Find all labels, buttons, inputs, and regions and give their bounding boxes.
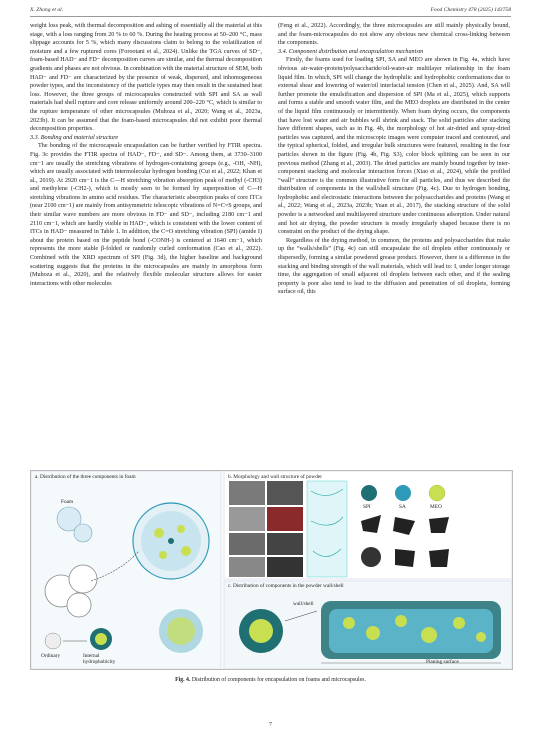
wall-shell-label: wall/shell bbox=[293, 601, 314, 607]
panel-a-label: a. Distribution of the three components in foam bbox=[35, 474, 136, 480]
left-column bbox=[30, 22, 262, 288]
ordinary-label: Ordinary bbox=[41, 653, 61, 659]
component-legend bbox=[361, 485, 449, 567]
section-heading-3-3: 3.3. Bonding and material structure bbox=[30, 134, 119, 141]
paragraph-continuation: (Feng et al., 2022). Accordingly, the three microcapsules are still mainly physically bound, and the foam-microcapsules do not show any obvious new chemical cross-linking between the components. bbox=[278, 23, 510, 47]
paragraph-drying-method: Regardless of the drying method, in common, the proteins and polysaccharides that make up the “walls/shells” (Fig. 4c) can still encapsulate the oil droplets either continuously or dispersedly, forming a similar powdered grease product. However, there is a difference in the stacking and binding strength of the wall materials, which will lead to: I, under longer storage time, the aggregation of small adjacent oil droplets between each other, and if the sealing property is poor also tend to lead to the diffusion and penetration of oil droplets, forming surface oil, this bbox=[278, 237, 510, 296]
paragraph-ftir: The bonding of the microcapsule encapsulation can be further verified by FTIR spectra. Fig. 3c provides the FTIR spectra of HAD−, FD−, and SD−. Among them, at 3730–3100 cm−1 are usually the stretching vibrations of hydrogen-containing groups (e.g., -OH, -NH), which are usually associated with intermolecular hydrogen bonding (Cui et al., 2022; Khan et al., 2019). At 2920 cm−1 is the C—H stretching vibration absorption peak of methyl (-CH3) and methylene (-CH2-), which is mostly seen to be formed by superposition of C—H stretching vibrations in amino acid residues. The characteristic absorption peaks of core ITCs (near 2100 cm−1) are mainly from antisymmetric telescopic vibrations of N=C=S groups, and their similar wave numbers are more obvious in FD− and SD−, including 2180 cm−1 and 2110 cm−1, which are hardly visible in HAD−, which is consistent with the lower content of ITCs in HAD− measured in Table 1. In addition, the C=O stretching vibration (SPI) (amide I) about the protein based on the peptide bond (-CONH-) is centered at 1640 cm−1, which represents the more stable β-folded or randomly curled conformation (Cao et al., 2022). Combined with the XRD spectrum of SPI (Fig. 3d), the higher baseline and background scattering suggests that the proteins in the microcapsules are mainly in amorphous form (Muhoza et al., 2020), and the relatively flexible molecular structure allows for easier interactions with other molecules bbox=[30, 143, 262, 287]
figure-4 bbox=[30, 470, 513, 670]
legend-meo: MEO bbox=[430, 504, 442, 510]
header-rule bbox=[30, 16, 511, 17]
page-number: 7 bbox=[269, 722, 272, 728]
legend-sa: SA bbox=[399, 504, 406, 510]
figure-4-graphic bbox=[31, 471, 512, 669]
section-heading-3-4: 3.4. Component distribution and encapsulation mechanism bbox=[278, 48, 424, 55]
caption-label: Fig. 4. bbox=[175, 677, 191, 683]
micrograph-grid bbox=[229, 481, 347, 577]
paragraph-tga: weight loss peak, with thermal decomposition and ashing of essentially all the material at this stage, with a loss ranging from 20 % to 60 %. During the heating process at 50–200 °C, mass slippage accounts for 5 %, which many discussions claim to belong to the volatilization of moisture and a few ruptured cores (Forootani et al., 2024). Unlike the TGA curves of SD−, foam-based HAD− and FD− decomposition curves are similar, and the thermal decomposition gradients and phases are not obvious. In combination with the material structure of SEM, both HAD− and FD− are characterized by the presence of weak, dispersed, and inhomogeneous powder types, and the inconsistency of the particle types may then result in the sustained heat loss. However, the three groups of microcapsules constructed with SPI and SA as wall materials had shell rupture and core release uniformly around 200–220 °C, which is similar to the rupture temperature of other microcapsules (Muhoza et al., 2020; Wang et al., 2023a, 2023b). It can be assumed that the foam-based microcapsules did not exhibit poor thermal decomposition properties. bbox=[30, 23, 262, 133]
foam-label: Foam bbox=[61, 499, 74, 505]
internal-hydrophobicity-label: Internal hydrophobicity bbox=[83, 653, 116, 665]
caption-text: Distribution of components for encapsulation on foams and microcapsules. bbox=[191, 677, 366, 683]
running-header-authors: X. Zhong et al. bbox=[30, 7, 64, 13]
planing-surface-label: Planing surface bbox=[426, 659, 459, 665]
panel-c-label: c. Distribution of components in the powder wall/shell bbox=[228, 583, 344, 589]
right-column bbox=[278, 22, 510, 297]
legend-spi: SPI bbox=[363, 504, 371, 510]
panel-b-label: b. Morphology and wall structure of powder bbox=[228, 474, 322, 480]
paragraph-foam-components: Firstly, the foams used for loading SPI, SA and MEO are shown in Fig. 4a, which have obvious air-water-protein/polysaccharide/oil-water-air multilayer relationship in the foam liquid film. In which, SPI will change the hydrophilic and hydrophobic conformations due to external shear and lowering of water/oil interfacial tension (Chen et al., 2025). And, SA will further promote the emulsification and dispersion of SPI (Ma et al., 2025), which supports and forms a stable and smooth water film, and the MEO droplets are distributed in the center of the liquid film continuously or intermittently. When foam drying occurs, the components that have lost water and air bubbles will shrink and stack. The solid particles after stacking have different shapes, such as in Fig. 4b, the morphology of hot air-dried and spray-dried particles was captured, and the microscopic images were computer traced and contoured, and the typical spherical, folded, and irregular bulk structures were featured, resulting in the four particles shown in the figure (Fig. 4b, Fig. S3), color block splitting can be seen in our previous method (Zhang et al., 2003). The dried particles are mainly bound together by inter-component stacking and molecular interaction forces (Xiao et al., 2024), while the profiled “wall” structure is the common illustrative form for all particles, and thus we described the distribution of components in the wall/shell structure (Fig. 4c). Due to hydrogen bonding, hydrophobic and electrostatic interactions between the polysaccharides and proteins (Wang et al., 2022; Wang et al., 2023a, 2023b; Yuan et al., 2017), the stacking structure of the solid powder is a networked and multilayered structure under continuous adsorption. Under natural and hot air drying, the powder structure is mostly irregularly shaped because there is no constraint on the product of the drying shape. bbox=[278, 57, 510, 236]
running-header-journal: Food Chemistry 478 (2025) 143758 bbox=[430, 7, 511, 13]
figure-caption bbox=[30, 677, 511, 683]
